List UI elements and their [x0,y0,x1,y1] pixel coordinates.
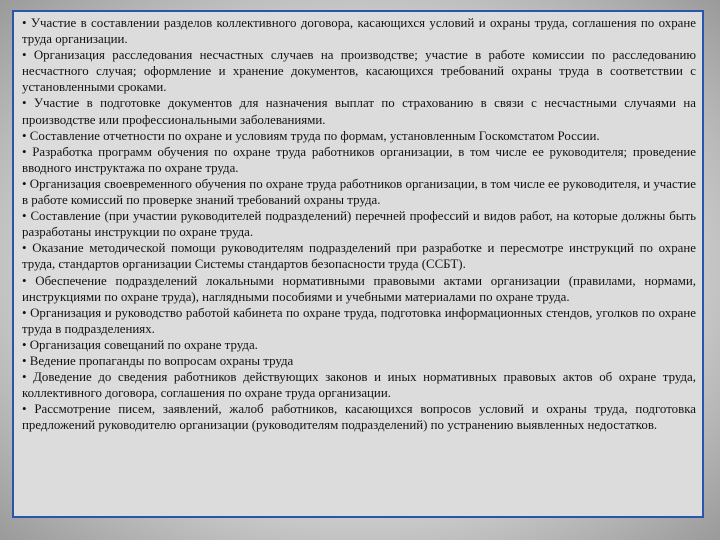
list-item-text: Организация и руководство работой кабинета по охране труда, подготовка информационных стендов, уголков по охране труда в подразделениях. [22,305,696,336]
list-item [22,401,696,433]
bullet-marker: • [22,209,27,224]
list-item [22,353,696,369]
bullet-marker: • [22,273,27,288]
list-item-text: Участие в подготовке документов для назначения выплат по страхованию в связи с несчастными случаями на производстве или профессиональными заболеваниями. [22,96,696,127]
bullet-marker: • [22,305,27,320]
list-item [22,369,696,401]
list-item-text: Составление (при участии руководителей подразделений) перечней профессий и видов работ, на которые должны быть разработаны инструкции по охране труда. [22,209,696,240]
list-item [22,128,696,144]
list-item-text: Организация совещаний по охране труда. [29,337,258,352]
list-item-text: Обеспечение подразделений локальными нормативными правовыми актами организации (правилами, нормами, инструкциями по охране труда), наглядными пособиями и учебными материалами по охране труда. [22,273,696,304]
list-item-text: Участие в составлении разделов коллективного договора, касающихся условий и охраны труда, соглашения по охране труда организации. [22,16,696,47]
bullet-marker: • [22,16,27,30]
list-item-text: Ведение пропаганды по вопросам охраны труда [29,353,294,368]
list-item [22,47,696,95]
content-frame [12,10,704,518]
list-item [22,176,696,208]
list-item-text: Разработка программ обучения по охране труда работников организации, в том числе ее руководителя; проведение вводного инструктажа по охране труда. [22,144,696,175]
list-item-text: Доведение до сведения работников действующих законов и иных нормативных правовых актов об охране труда, коллективного договора, соглашения по охране труда организации. [22,370,696,401]
list-item [22,273,696,305]
list-item [22,305,696,337]
bullet-marker: • [22,337,27,352]
list-item-text: Оказание методической помощи руководителям подразделений при разработке и пересмотре инструкций по охране труда, стандартов организации Системы стандартов безопасности труда (ССБТ). [22,241,696,272]
bullet-marker: • [22,402,27,417]
list-item-text: Организация своевременного обучения по охране труда работников организации, в том числе ее руководителя, и участие в работе комиссий по проверке знаний требований охраны труда. [22,176,696,208]
bullet-marker: • [22,128,27,143]
bullet-marker: • [22,96,27,111]
list-item [22,208,696,240]
bullet-marker: • [22,144,27,159]
list-item [22,240,696,272]
list-item-text: Составление отчетности по охране и условиям труда по формам, установленным Госкомстатом России. [29,128,600,143]
bullet-marker: • [22,241,27,256]
list-item [22,95,696,127]
bullet-marker: • [22,48,27,63]
duties-list [22,15,696,433]
list-item-text: Организация расследования несчастных случаев на производстве; участие в работе комиссии по расследованию несчастного случая; оформление и хранение документов, касающихся требований охраны труда в соответствии с установленными сроками. [22,48,697,95]
list-item [22,337,696,353]
list-item-text: Рассмотрение писем, заявлений, жалоб работников, касающихся вопросов условий и охраны труда, подготовка предложений руководителю организации (руководителям подразделений) по устранению выявленных недостатков. [22,402,696,433]
bullet-marker: • [22,176,27,191]
list-item [22,15,696,47]
bullet-marker: • [22,370,27,385]
bullet-marker: • [22,353,27,368]
list-item [22,144,696,176]
